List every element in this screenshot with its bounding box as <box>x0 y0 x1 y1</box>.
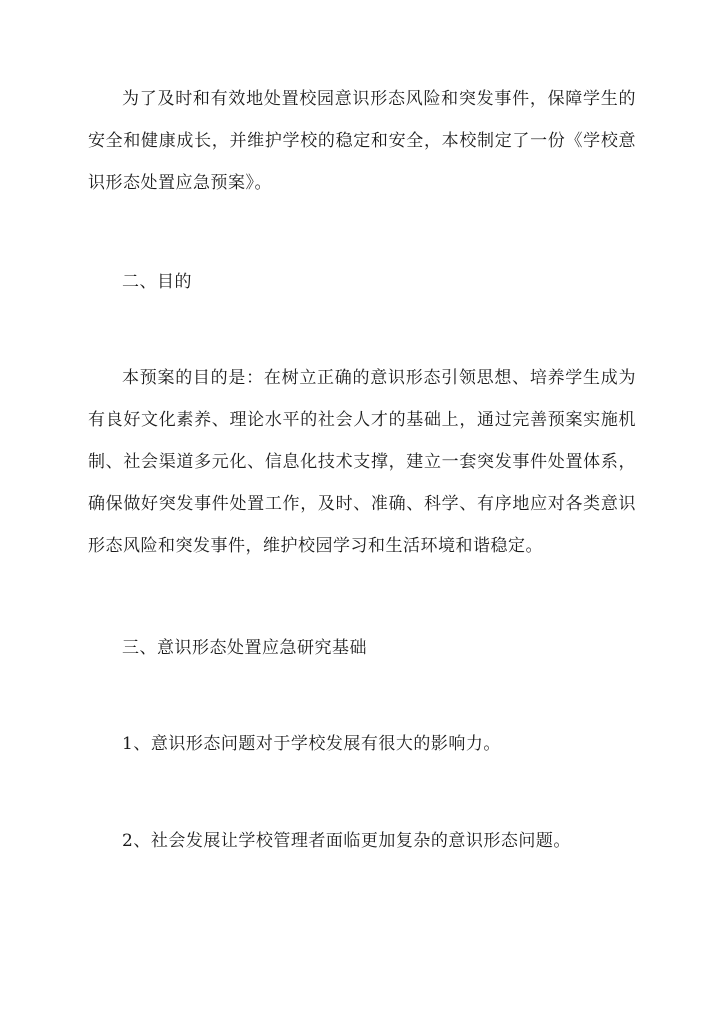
section-3-item-2: 2、社会发展让学校管理者面临更加复杂的意识形态问题。 <box>122 831 571 851</box>
intro-paragraph: 为了及时和有效地处置校园意识形态风险和突发事件，保障学生的安全和健康成长，并维护学校的稳定和安全，本校制定了一份《学校意识形态处置应急预案》。 <box>88 89 636 193</box>
section-3-heading: 三、意识形态处置应急研究基础 <box>122 638 367 658</box>
section-2-paragraph: 本预案的目的是：在树立正确的意识形态引领思想、培养学生成为有良好文化素养、理论水平的社会人才的基础上，通过完善预案实施机制、社会渠道多元化、信息化技术支撑，建立一套突发事件处置体系，确保做好突发事件处置工作，及时、准确、科学、有序地应对各类意识形态风险和突发事件，维护校园学习和生活环境和谐稳定。 <box>88 368 636 556</box>
section-2-heading: 二、目的 <box>122 272 192 292</box>
section-3-item-1: 1、意识形态问题对于学校发展有很大的影响力。 <box>122 734 501 754</box>
